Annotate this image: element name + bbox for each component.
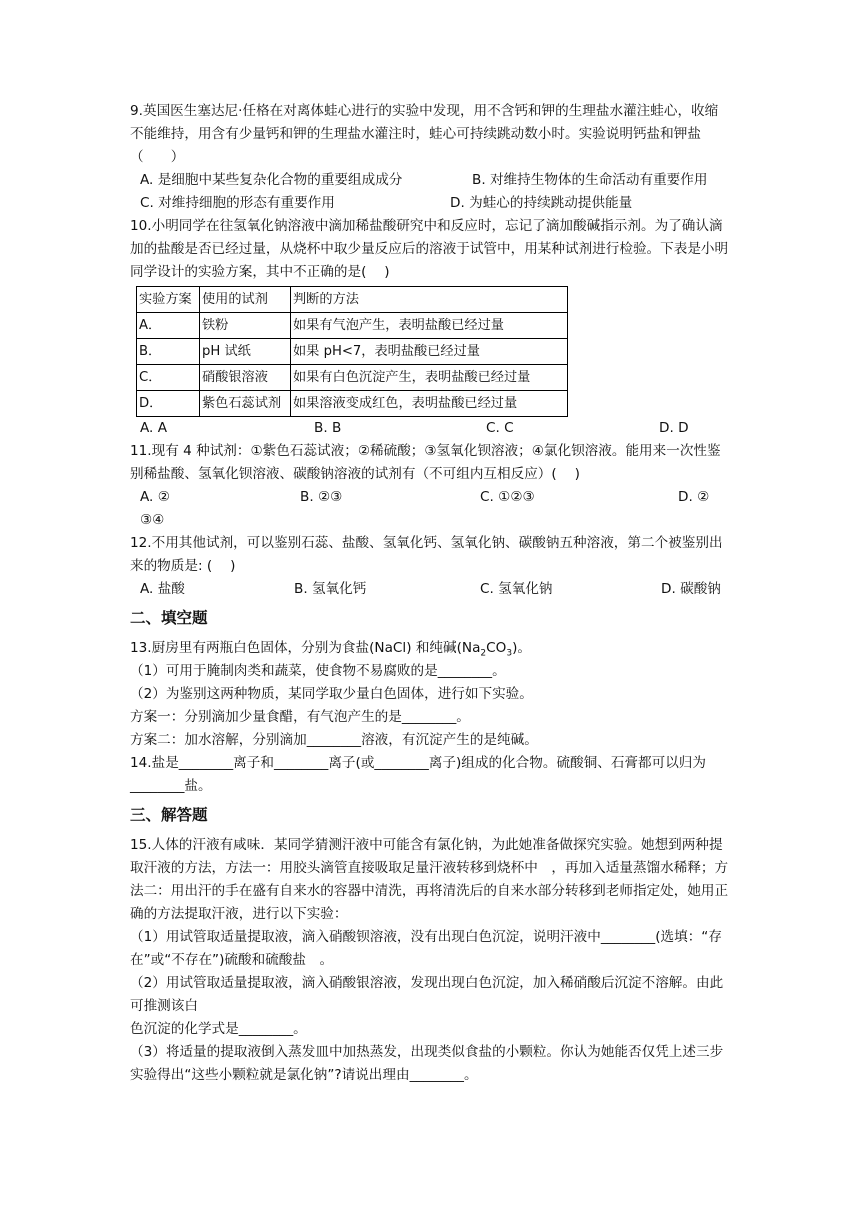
formula-co: CO [486,640,507,656]
question-15-part-1: （1）用试管取适量提取液，滴入硝酸钡溶液，没有出现白色沉淀，说明汗液中________(选填：“存在”或“不存在”)硫酸和硫酸盐 。 [130,929,722,968]
question-12-option-c[interactable]: C. 氢氧化钠 [480,581,553,597]
subscript-3: 3 [506,648,513,659]
table-header-row [137,287,568,313]
table-cell: 铁粉 [200,313,291,339]
question-15-part-2-continued: 色沉淀的化学式是________。 [130,1021,307,1037]
table-row [137,391,568,417]
table-row [137,313,568,339]
question-13-stem [130,637,730,660]
question-9-option-d[interactable]: D. 为蛙心的持续跳动提供能量 [450,195,633,211]
question-9-option-c[interactable]: C. 对维持细胞的形态有重要作用 [140,195,335,211]
question-15-stem: 15.人体的汗液有咸味．某同学猜测汗液中可能含有氯化钠，为此她准备做探究实验。她想到两种提取汗液的方法，方法一：用胶头滴管直接吸取足量汗液转移到烧杯中 ，再加入适量蒸馏水稀释；方法二：用出汗的手在盛有自来水的容器中清洗，再将清洗后的自来水部分转移到老师指定处，她用正确的方法提取汗液，进行以下实验： [130,837,729,922]
table-header-cell: 实验方案 [137,287,200,313]
question-13-part-2: （2）为鉴别这两种物质，某同学取少量白色固体，进行如下实验。 [130,686,533,702]
question-11-option-b[interactable]: B. ②③ [300,489,343,505]
question-14-stem: 14.盐是________离子和________离子(或________离子)组成的化合物。硫酸铜、石膏都可以归为________盐。 [130,755,706,794]
table-cell: 如果 pH<7，表明盐酸已经过量 [291,339,568,365]
table-cell: C． [137,365,200,391]
question-12-stem: 12.不用其他试剂，可以鉴别石蕊、盐酸、氢氧化钙、氢氧化钠、碳酸钠五种溶液，第二个被鉴别出来的物质是: ( ) [130,535,723,574]
question-13-stem-text: 13.厨房里有两瓶白色固体，分别为食盐(NaCl) 和纯碱(Na [130,640,481,656]
subscript-2: 2 [480,648,487,659]
question-13-part-1: （1）可用于腌制肉类和蔬菜，使食物不易腐败的是________。 [130,663,506,679]
table-cell: pH 试纸 [200,339,291,365]
question-12-option-d[interactable]: D. 碳酸钠 [661,581,721,597]
section-2-heading: 二、填空题 [130,609,208,627]
question-10-option-d[interactable]: D. D [659,420,689,436]
question-9-option-a[interactable]: A. 是细胞中某些复杂化合物的重要组成成分 [140,172,403,188]
table-cell: 如果溶液变成红色，表明盐酸已经过量 [291,391,568,417]
table-row [137,339,568,365]
question-9-stem: 9.英国医生塞达尼·任格在对离体蛙心进行的实验中发现，用不含钙和钾的生理盐水灌注蛙心，收缩不能维持，用含有少量钙和钾的生理盐水灌注时，蛙心可持续跳动数小时。实验说明钙盐和钾盐（ ） [130,103,719,165]
table-cell: 如果有白色沉淀产生，表明盐酸已经过量 [291,365,568,391]
question-11-option-c[interactable]: C. ①②③ [480,489,535,505]
question-12-option-b[interactable]: B. 氢氧化钙 [294,581,367,597]
question-10-option-a[interactable]: A. A [140,420,168,436]
question-10-stem: 10.小明同学在往氢氧化钠溶液中滴加稀盐酸研究中和反应时，忘记了滴加酸碱指示剂。为了确认滴加的盐酸是否已经过量，从烧杯中取少量反应后的溶液于试管中，用某种试剂进行检验。下表是小明同学设计的实验方案，其中不正确的是( ) [130,218,729,280]
table-cell: D． [137,391,200,417]
question-13-plan-2: 方案二：加水溶解，分别滴加________溶液，有沉淀产生的是纯碱。 [130,732,538,748]
question-9-options-row1 [130,169,730,192]
table-header-cell: 使用的试剂 [200,287,291,313]
question-12-option-a[interactable]: A. 盐酸 [140,581,185,597]
question-11-options [130,486,730,509]
question-15-part-3: （3）将适量的提取液倒入蒸发皿中加热蒸发，出现类似食盐的小颗粒。你认为她能否仅凭上述三步实验得出“这些小颗粒就是氯化钠”?请说出理由________。 [130,1044,724,1083]
question-11-option-d[interactable]: D. ② [678,489,710,505]
question-10-option-b[interactable]: B. B [314,420,342,436]
question-13-plan-1: 方案一：分别滴加少量食醋，有气泡产生的是________。 [130,709,470,725]
table-row [137,365,568,391]
section-3-heading: 三、解答题 [130,806,208,824]
table-cell: 硝酸银溶液 [200,365,291,391]
worksheet-page [130,100,730,1087]
question-12-options [130,578,730,601]
experiment-table [136,286,568,417]
question-10-options [130,417,730,440]
question-9-option-b[interactable]: B. 对维持生物体的生命活动有重要作用 [472,172,708,188]
question-15-part-2: （2）用试管取适量提取液，滴入硝酸银溶液，发现出现白色沉淀，加入稀硝酸后沉淀不溶解。由此可推测该白 [130,975,724,1014]
question-11-option-a[interactable]: A. ② [140,489,170,505]
question-9-options-row2 [130,192,730,215]
table-header-cell: 判断的方法 [291,287,568,313]
question-13-stem-end: )。 [512,640,531,656]
table-cell: B． [137,339,200,365]
question-10-option-c[interactable]: C. C [486,420,514,436]
table-cell: 如果有气泡产生，表明盐酸已经过量 [291,313,568,339]
question-11-stem: 11.现有 4 种试剂：①紫色石蕊试液；②稀硫酸；③氢氧化钡溶液；④氯化钡溶液。能用来一次性鉴别稀盐酸、氢氧化钡溶液、碳酸钠溶液的试剂有（不可组内互相反应）( ) [130,443,721,482]
question-11-options-wrap [130,509,730,532]
table-cell: 紫色石蕊试剂 [200,391,291,417]
table-cell: A． [137,313,200,339]
question-11-option-d-continued[interactable]: ③④ [140,512,165,528]
